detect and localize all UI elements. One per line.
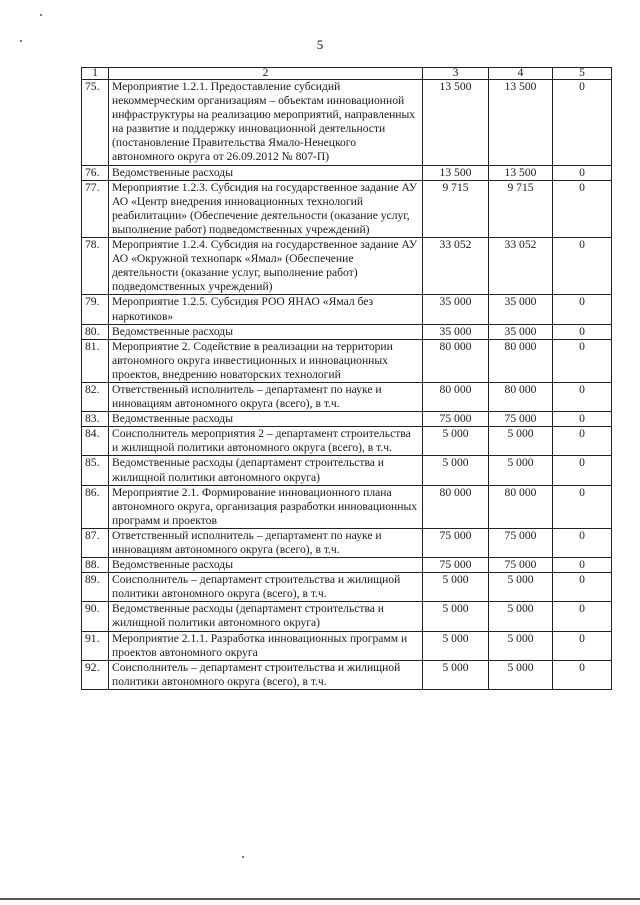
column-4-value-cell: 13 500 bbox=[489, 165, 553, 180]
row-number-cell: 85. bbox=[82, 456, 109, 485]
column-3-value-cell: 13 500 bbox=[423, 165, 489, 180]
row-number-cell: 76. bbox=[82, 165, 109, 180]
column-3-value-cell: 80 000 bbox=[423, 485, 489, 528]
column-5-value-cell: 0 bbox=[553, 456, 612, 485]
budget-table bbox=[81, 67, 612, 690]
row-description-cell: Ведомственные расходы bbox=[109, 324, 423, 339]
row-description-cell: Мероприятие 2.1. Формирование инновационного плана автономного округа, организация разработки инновационных программ и проектов bbox=[109, 485, 423, 528]
column-4-value-cell: 5 000 bbox=[489, 602, 553, 631]
column-5-value-cell: 0 bbox=[553, 602, 612, 631]
column-3-value-cell: 13 500 bbox=[423, 80, 489, 166]
table-row bbox=[82, 165, 612, 180]
row-description-cell: Ведомственные расходы bbox=[109, 412, 423, 427]
row-description-cell: Ответственный исполнитель – департамент по науке и инновациям автономного округа (всего), в т.ч. bbox=[109, 382, 423, 411]
column-4-value-cell: 80 000 bbox=[489, 485, 553, 528]
row-number-cell: 77. bbox=[82, 180, 109, 237]
column-3-value-cell: 9 715 bbox=[423, 180, 489, 237]
column-4-value-cell: 75 000 bbox=[489, 528, 553, 557]
column-4-value-cell: 33 052 bbox=[489, 238, 553, 295]
table-row bbox=[82, 324, 612, 339]
row-number-cell: 81. bbox=[82, 339, 109, 382]
column-5-value-cell: 0 bbox=[553, 528, 612, 557]
column-4-value-cell: 80 000 bbox=[489, 382, 553, 411]
row-description-cell: Мероприятие 1.2.3. Субсидия на государственное задание АУ АО «Центр внедрения инновационных технологий реабилитации» (Обеспечение деятельности (оказание услуг, выполнение работ) подведомственных учреждений) bbox=[109, 180, 423, 237]
row-description-cell: Мероприятие 2. Содействие в реализации на территории автономного округа инвестиционных и инновационных проектов, внедрению новаторских технологий bbox=[109, 339, 423, 382]
row-number-cell: 88. bbox=[82, 558, 109, 573]
column-5-value-cell: 0 bbox=[553, 324, 612, 339]
table-header-row bbox=[82, 68, 612, 80]
row-number-cell: 86. bbox=[82, 485, 109, 528]
row-description-cell: Мероприятие 1.2.4. Субсидия на государственное задание АУ АО «Окружной технопарк «Ямал» (Обеспечение деятельности (оказание услуг, выполнение работ) подведомственных учреждений) bbox=[109, 238, 423, 295]
row-description-cell: Ведомственные расходы (департамент строительства и жилищной политики автономного округа) bbox=[109, 456, 423, 485]
scan-speck bbox=[242, 856, 244, 858]
column-4-value-cell: 35 000 bbox=[489, 324, 553, 339]
column-5-value-cell: 0 bbox=[553, 558, 612, 573]
page-bottom-edge bbox=[0, 898, 640, 900]
table-row bbox=[82, 382, 612, 411]
table-row bbox=[82, 339, 612, 382]
column-4-value-cell: 5 000 bbox=[489, 660, 553, 689]
column-header-4: 4 bbox=[489, 68, 553, 80]
table-row bbox=[82, 558, 612, 573]
row-description-cell: Соисполнитель мероприятия 2 – департамент строительства и жилищной политики автономного округа (всего), в т.ч. bbox=[109, 427, 423, 456]
column-5-value-cell: 0 bbox=[553, 573, 612, 602]
column-header-2: 2 bbox=[109, 68, 423, 80]
row-number-cell: 91. bbox=[82, 631, 109, 660]
column-5-value-cell: 0 bbox=[553, 339, 612, 382]
row-number-cell: 83. bbox=[82, 412, 109, 427]
column-4-value-cell: 5 000 bbox=[489, 573, 553, 602]
column-3-value-cell: 5 000 bbox=[423, 631, 489, 660]
column-5-value-cell: 0 bbox=[553, 382, 612, 411]
table-row bbox=[82, 485, 612, 528]
column-3-value-cell: 5 000 bbox=[423, 456, 489, 485]
row-description-cell: Соисполнитель – департамент строительства и жилищной политики автономного округа (всего), в т.ч. bbox=[109, 660, 423, 689]
column-4-value-cell: 13 500 bbox=[489, 80, 553, 166]
column-3-value-cell: 80 000 bbox=[423, 339, 489, 382]
table-row bbox=[82, 602, 612, 631]
column-4-value-cell: 5 000 bbox=[489, 631, 553, 660]
row-number-cell: 90. bbox=[82, 602, 109, 631]
column-5-value-cell: 0 bbox=[553, 165, 612, 180]
table-row bbox=[82, 456, 612, 485]
column-header-3: 3 bbox=[423, 68, 489, 80]
column-3-value-cell: 75 000 bbox=[423, 558, 489, 573]
column-4-value-cell: 5 000 bbox=[489, 427, 553, 456]
column-5-value-cell: 0 bbox=[553, 238, 612, 295]
table-row bbox=[82, 180, 612, 237]
row-number-cell: 82. bbox=[82, 382, 109, 411]
column-header-1: 1 bbox=[82, 68, 109, 80]
column-3-value-cell: 75 000 bbox=[423, 412, 489, 427]
row-number-cell: 87. bbox=[82, 528, 109, 557]
row-description-cell: Ведомственные расходы bbox=[109, 558, 423, 573]
row-number-cell: 78. bbox=[82, 238, 109, 295]
row-number-cell: 89. bbox=[82, 573, 109, 602]
column-3-value-cell: 33 052 bbox=[423, 238, 489, 295]
column-3-value-cell: 5 000 bbox=[423, 427, 489, 456]
column-5-value-cell: 0 bbox=[553, 80, 612, 166]
column-5-value-cell: 0 bbox=[553, 631, 612, 660]
column-4-value-cell: 75 000 bbox=[489, 412, 553, 427]
table-row bbox=[82, 528, 612, 557]
row-number-cell: 92. bbox=[82, 660, 109, 689]
scan-speck bbox=[40, 14, 42, 16]
row-description-cell: Соисполнитель – департамент строительства и жилищной политики автономного округа (всего), в т.ч. bbox=[109, 573, 423, 602]
column-3-value-cell: 35 000 bbox=[423, 295, 489, 324]
scan-speck bbox=[20, 40, 22, 42]
table-row bbox=[82, 660, 612, 689]
column-5-value-cell: 0 bbox=[553, 485, 612, 528]
column-header-5: 5 bbox=[553, 68, 612, 80]
column-3-value-cell: 35 000 bbox=[423, 324, 489, 339]
table-row bbox=[82, 80, 612, 166]
column-3-value-cell: 80 000 bbox=[423, 382, 489, 411]
column-3-value-cell: 5 000 bbox=[423, 573, 489, 602]
row-description-cell: Мероприятие 1.2.1. Предоставление субсидий некоммерческим организациям – объектам инновационной инфраструктуры на реализацию мероприятий, направленных на развитие и поддержку инновационной деятельности (постановление Правительства Ямало-Ненецкого автономного округа от 26.09.2012 № 807-П) bbox=[109, 80, 423, 166]
row-description-cell: Мероприятие 2.1.1. Разработка инновационных программ и проектов автономного округа bbox=[109, 631, 423, 660]
table-row bbox=[82, 295, 612, 324]
column-5-value-cell: 0 bbox=[553, 295, 612, 324]
row-description-cell: Ответственный исполнитель – департамент по науке и инновациям автономного округа (всего), в т.ч. bbox=[109, 528, 423, 557]
column-4-value-cell: 5 000 bbox=[489, 456, 553, 485]
column-3-value-cell: 5 000 bbox=[423, 602, 489, 631]
table-row bbox=[82, 238, 612, 295]
column-3-value-cell: 5 000 bbox=[423, 660, 489, 689]
row-description-cell: Ведомственные расходы bbox=[109, 165, 423, 180]
page-number: 5 bbox=[316, 37, 324, 52]
table-row bbox=[82, 631, 612, 660]
column-5-value-cell: 0 bbox=[553, 412, 612, 427]
column-5-value-cell: 0 bbox=[553, 660, 612, 689]
column-4-value-cell: 9 715 bbox=[489, 180, 553, 237]
row-description-cell: Ведомственные расходы (департамент строительства и жилищной политики автономного округа) bbox=[109, 602, 423, 631]
row-number-cell: 80. bbox=[82, 324, 109, 339]
row-number-cell: 79. bbox=[82, 295, 109, 324]
column-5-value-cell: 0 bbox=[553, 427, 612, 456]
table-row bbox=[82, 427, 612, 456]
row-number-cell: 84. bbox=[82, 427, 109, 456]
table-row bbox=[82, 573, 612, 602]
row-description-cell: Мероприятие 1.2.5. Субсидия РОО ЯНАО «Ямал без наркотиков» bbox=[109, 295, 423, 324]
column-4-value-cell: 35 000 bbox=[489, 295, 553, 324]
column-4-value-cell: 75 000 bbox=[489, 558, 553, 573]
table-row bbox=[82, 412, 612, 427]
column-5-value-cell: 0 bbox=[553, 180, 612, 237]
row-number-cell: 75. bbox=[82, 80, 109, 166]
column-3-value-cell: 75 000 bbox=[423, 528, 489, 557]
column-4-value-cell: 80 000 bbox=[489, 339, 553, 382]
